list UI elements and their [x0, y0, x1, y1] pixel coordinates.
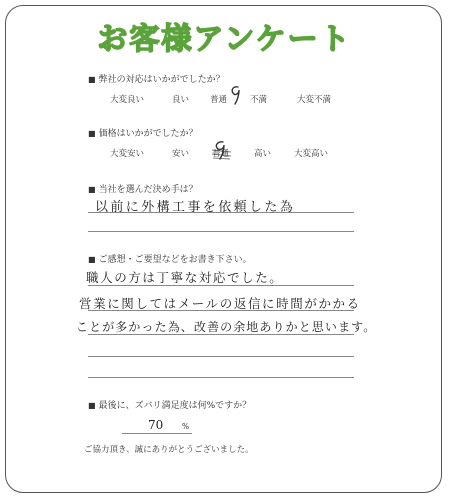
question-price: [88, 126, 198, 139]
answer-line: [88, 212, 354, 213]
option-service-1[interactable]: 大変良い: [110, 95, 145, 105]
question-reason: [88, 182, 198, 195]
satisfaction-value: 70: [148, 418, 164, 432]
comment-line-1: 職人の方は丁寧な対応でした。: [86, 270, 284, 285]
answer-line: [88, 285, 354, 286]
satisfaction-line: [122, 433, 192, 434]
option-price-4[interactable]: 高い: [254, 149, 272, 159]
option-service-5[interactable]: 大変不満: [297, 95, 332, 105]
survey-title: お客様アンケート: [97, 22, 352, 57]
option-price-5[interactable]: 大変高い: [294, 149, 329, 159]
answer-line: [88, 334, 354, 335]
satisfaction-unit: %: [182, 422, 190, 431]
option-service-3[interactable]: 普通: [210, 95, 228, 105]
comment-line-3: ことが多かった為、改善の余地ありかと思います。: [76, 320, 377, 334]
bullet-icon: ■: [88, 185, 96, 194]
question-reason-text: 当社を選んだ決め手は？: [98, 185, 198, 195]
answer-line: [88, 356, 354, 357]
bullet-icon: ■: [88, 255, 96, 264]
question-price-text: 価格はいかがでしたか？: [98, 129, 198, 139]
thanks-message: ご協力頂き、誠にありがとうございました。: [84, 445, 254, 455]
bullet-icon: ■: [88, 401, 96, 410]
bullet-icon: ■: [88, 75, 96, 84]
question-comments-text: ご感想・ご要望などをお書き下さい。: [98, 255, 252, 265]
question-service-text: 弊社の対応はいかがでしたか？: [98, 75, 225, 85]
question-service: [88, 72, 225, 85]
handwritten-check-mark: [209, 138, 233, 164]
answer-line: [88, 310, 354, 311]
handwritten-check-mark: [226, 84, 246, 106]
question-satisfaction-text: 最後に、ズバリ満足度は何%ですか？: [98, 401, 252, 411]
option-service-4[interactable]: 不満: [250, 95, 268, 105]
comment-line-2: 営業に関してはメールの返信に時間がかかる: [79, 296, 361, 311]
answer-line: [88, 231, 354, 232]
option-service-2[interactable]: 良い: [172, 95, 190, 105]
answer-reason: 以前に外構工事を依頼した為: [95, 200, 296, 215]
bullet-icon: ■: [88, 129, 96, 138]
option-price-3[interactable]: 普通: [212, 149, 230, 159]
question-satisfaction: [88, 398, 251, 411]
option-price-2[interactable]: 安い: [172, 149, 190, 159]
question-comments: [88, 252, 252, 265]
option-price-1[interactable]: 大変安い: [110, 149, 145, 159]
answer-line: [88, 377, 354, 378]
